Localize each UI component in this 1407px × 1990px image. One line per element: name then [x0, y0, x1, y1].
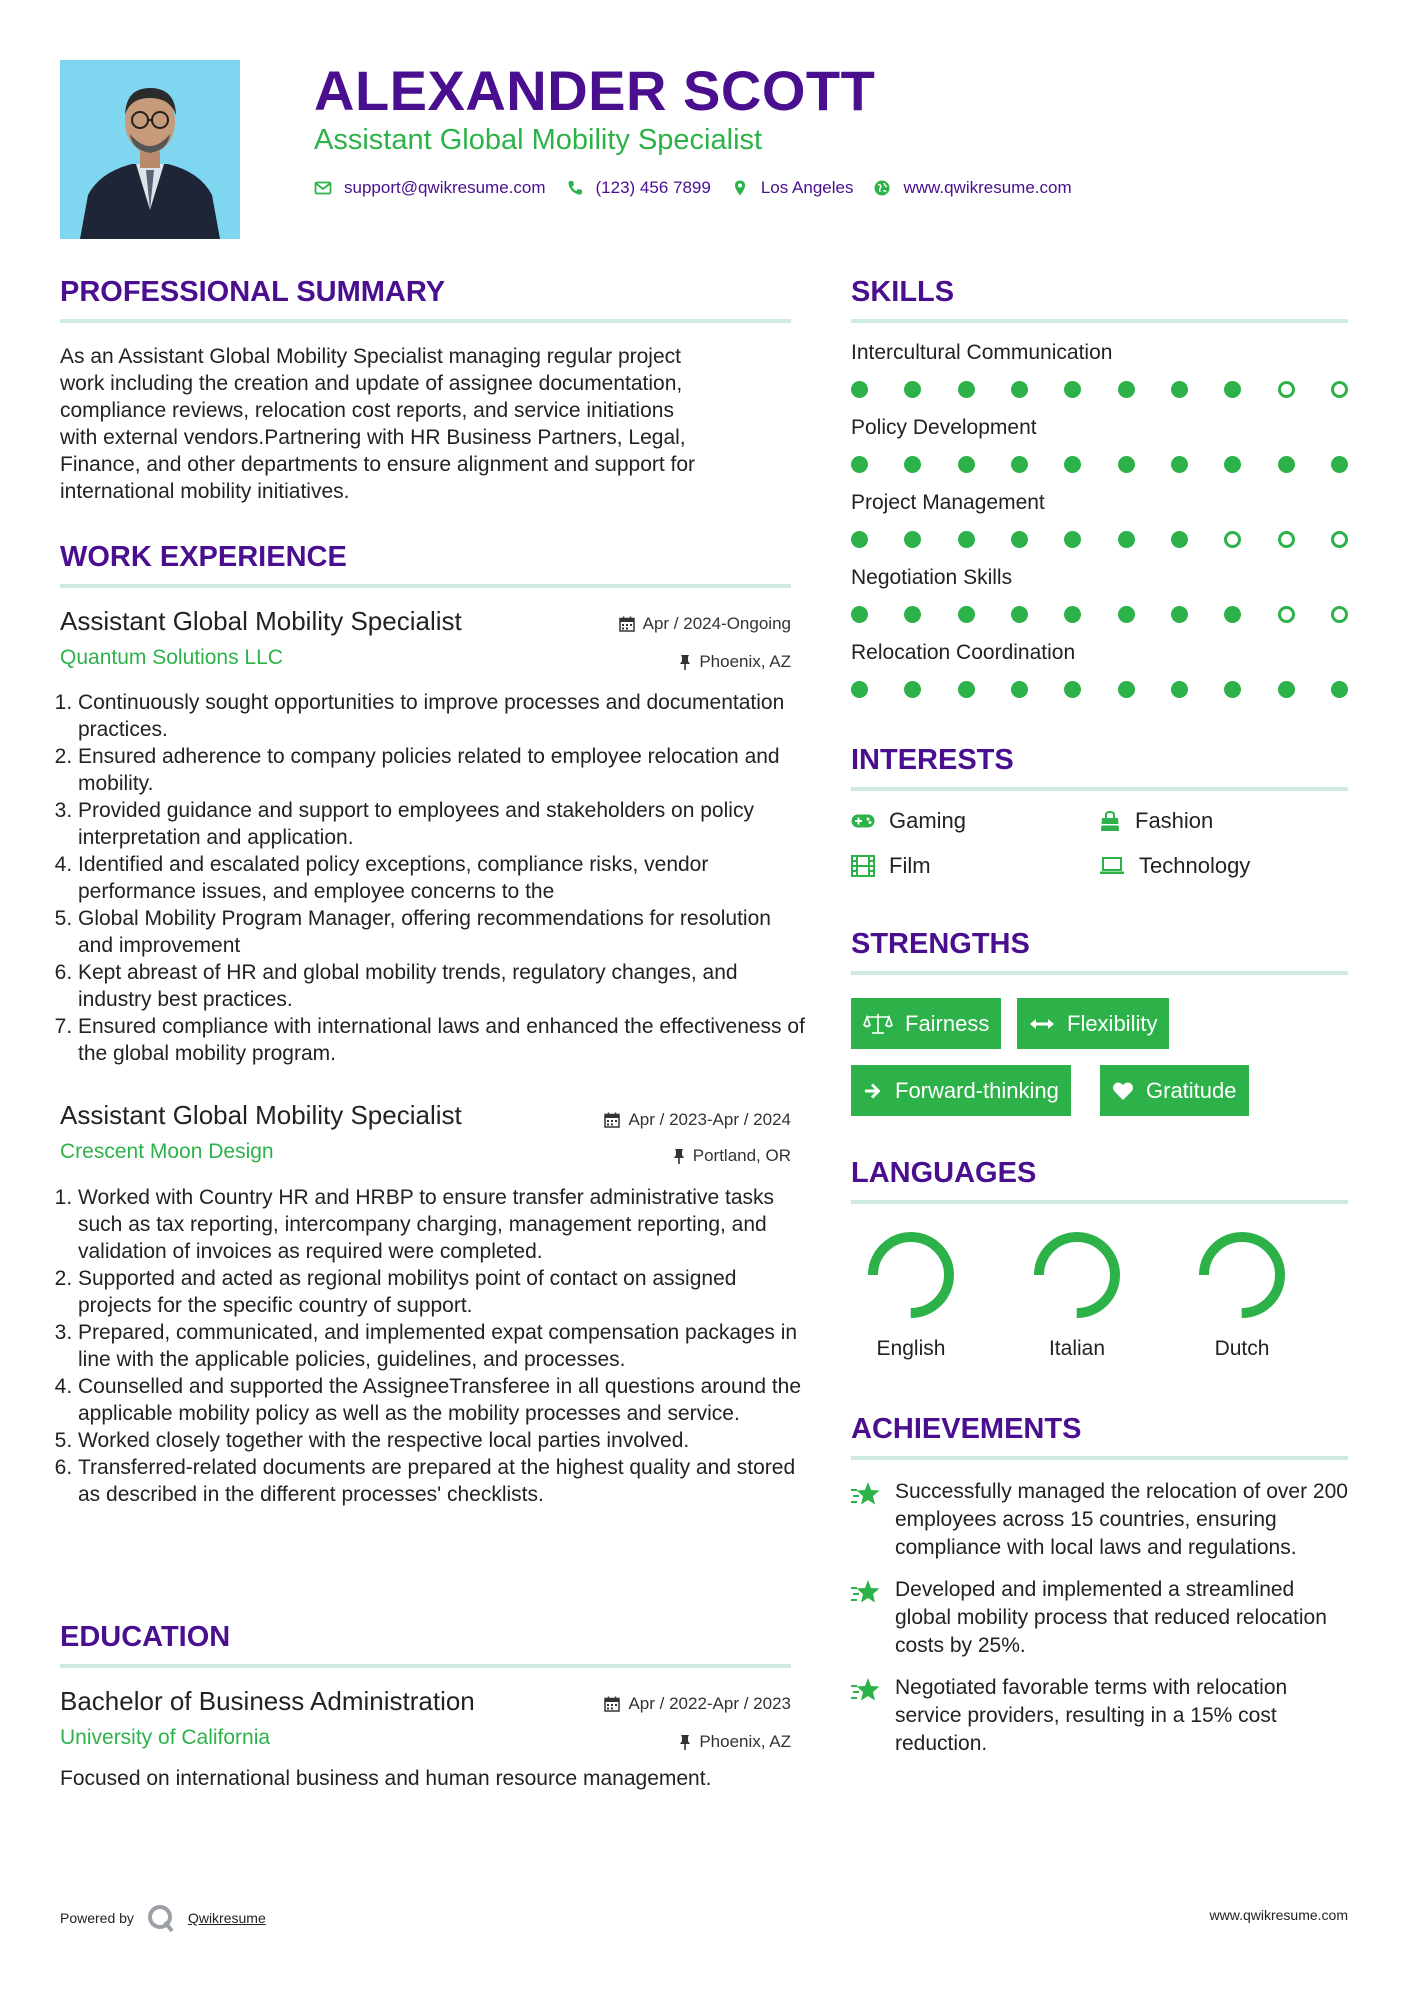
strength-label: Flexibility — [1067, 1010, 1158, 1036]
summary-line: work including the creation and update of assignee documentation, — [60, 372, 683, 395]
list-item: 2. Supported and acted as regional mobilitys point of contact on assigned projects for the specific country of support. — [78, 1265, 809, 1319]
rating-dot-filled — [1224, 606, 1241, 623]
pushpin-icon — [673, 1148, 685, 1164]
rating-dot-filled — [904, 606, 921, 623]
job-1-bullets — [60, 689, 809, 1067]
rating-dot-empty — [1278, 381, 1295, 398]
film-icon — [851, 855, 875, 877]
list-item: 2. Ensured adherence to company policies related to employee relocation and mobility. — [78, 743, 809, 797]
rating-dot-filled — [851, 381, 868, 398]
rating-dot-filled — [958, 681, 975, 698]
interests-grid — [851, 808, 1348, 898]
rating-dot-filled — [1171, 531, 1188, 548]
phone-text: (123) 456 7899 — [595, 178, 711, 197]
rating-dot-filled — [1118, 531, 1135, 548]
job-location-text: Portland, OR — [692, 1146, 791, 1165]
calendar-icon — [619, 616, 635, 632]
list-item: 4. Counselled and supported the AssigneeTransferee in all questions around the applicable mobility policy as well as the mobility processes and service. — [78, 1373, 809, 1427]
experience-heading: WORK EXPERIENCE — [60, 541, 347, 573]
skill-name: Project Management — [851, 491, 1045, 514]
job-dates — [604, 1110, 791, 1130]
job-company: Crescent Moon Design — [60, 1140, 274, 1163]
candidate-name: ALEXANDER SCOTT — [314, 59, 876, 122]
footer-url[interactable]: www.qwikresume.com — [1209, 1907, 1348, 1923]
rating-dot-filled — [1064, 606, 1081, 623]
job-company: Quantum Solutions LLC — [60, 646, 283, 669]
brand-link[interactable]: Qwikresume — [187, 1910, 266, 1926]
strengths-rule — [851, 971, 1348, 975]
rating-dot-filled — [1064, 456, 1081, 473]
rating-dot-filled — [1064, 381, 1081, 398]
skills-list — [851, 341, 1348, 716]
language-item — [1182, 1225, 1302, 1361]
education-location-text: Phoenix, AZ — [699, 1732, 791, 1751]
job-2-subheader — [60, 1140, 791, 1170]
interest-gaming — [851, 808, 966, 834]
rating-dot-empty — [1331, 531, 1348, 548]
strength-tag — [1100, 1065, 1249, 1116]
rating-dot-filled — [1224, 456, 1241, 473]
rating-dot-filled — [958, 381, 975, 398]
summary-line: As an Assistant Global Mobility Specialist managing regular project — [60, 345, 681, 368]
job-1-subheader — [60, 646, 791, 676]
pushpin-icon — [679, 654, 691, 670]
language-level-arc — [1204, 1237, 1280, 1313]
degree-title: Bachelor of Business Administration — [60, 1686, 475, 1716]
qwikresume-logo-icon — [146, 1903, 176, 1933]
interest-film — [851, 853, 931, 879]
rating-dot-empty — [1331, 606, 1348, 623]
job-dates — [619, 614, 791, 634]
skill-name: Policy Development — [851, 416, 1037, 439]
star-award-icon — [851, 1578, 881, 1606]
language-name: Dutch — [1214, 1337, 1270, 1360]
rating-dot-filled — [1011, 531, 1028, 548]
strengths-heading: STRENGTHS — [851, 928, 1030, 960]
rating-dot-empty — [1278, 531, 1295, 548]
interest-label: Gaming — [889, 808, 967, 833]
list-item: 5. Worked closely together with the respective local parties involved. — [78, 1427, 809, 1454]
list-item: 1. Worked with Country HR and HRBP to ensure transfer administrative tasks such as tax reporting, intercompany charging, management reporting, and validation of invoices as required were completed. — [78, 1184, 809, 1265]
job-location — [673, 1146, 791, 1166]
rating-dot-filled — [958, 531, 975, 548]
rating-dot-filled — [1011, 381, 1028, 398]
summary-text — [60, 343, 791, 505]
interests-rule — [851, 787, 1348, 791]
strengths-list — [851, 998, 1348, 1118]
globe-icon — [873, 179, 891, 197]
achievements-rule — [851, 1456, 1348, 1460]
email-text: support@qwikresume.com — [344, 178, 546, 197]
rating-dot-filled — [1118, 681, 1135, 698]
calendar-icon — [604, 1112, 620, 1128]
skill-rating — [851, 531, 1348, 548]
rating-dot-filled — [1011, 456, 1028, 473]
rating-dot-filled — [1171, 456, 1188, 473]
skill-item — [851, 341, 1348, 416]
summary-line: with external vendors.Partnering with HR Business Partners, Legal, — [60, 426, 686, 449]
arrows-horizontal-icon — [1029, 1016, 1055, 1032]
calendar-icon — [604, 1696, 620, 1712]
interest-technology — [1099, 853, 1250, 879]
strength-tag — [1017, 998, 1169, 1049]
achievement-text: Successfully managed the relocation of over 200 employees across 15 countries, ensuring compliance with local laws and regulations. — [895, 1480, 1348, 1559]
list-item: 6. Transferred-related documents are prepared at the highest quality and stored as described in the different processes' checklists. — [78, 1454, 809, 1508]
education-location — [679, 1732, 791, 1752]
arrow-right-icon — [863, 1081, 883, 1101]
rating-dot-filled — [958, 606, 975, 623]
strength-tag — [851, 1065, 1071, 1116]
education-rule — [60, 1664, 791, 1668]
rating-dot-filled — [1331, 681, 1348, 698]
interest-label: Fashion — [1135, 808, 1214, 833]
languages-rule — [851, 1200, 1348, 1204]
skill-item — [851, 566, 1348, 641]
rating-dot-filled — [1278, 456, 1295, 473]
list-item: 3. Provided guidance and support to employees and stakeholders on policy interpretation and application. — [78, 797, 809, 851]
rating-dot-filled — [904, 531, 921, 548]
balance-scale-icon — [863, 1012, 893, 1036]
education-dates — [604, 1694, 791, 1714]
phone-icon — [566, 179, 584, 197]
language-item — [1017, 1225, 1137, 1361]
job-dates-text: Apr / 2024-Ongoing — [642, 614, 791, 633]
summary-rule — [60, 319, 791, 323]
education-subheader — [60, 1726, 791, 1756]
list-item: 4. Identified and escalated policy exceptions, compliance risks, vendor performance issues, and employee concerns to the — [78, 851, 809, 905]
rating-dot-filled — [1118, 456, 1135, 473]
language-name: English — [876, 1337, 946, 1360]
strength-tag — [851, 998, 1001, 1049]
achievements-heading: ACHIEVEMENTS — [851, 1413, 1082, 1445]
list-item: 5. Global Mobility Program Manager, offering recommendations for resolution and improvement — [78, 905, 809, 959]
rating-dot-filled — [1118, 606, 1135, 623]
star-award-icon — [851, 1676, 881, 1704]
rating-dot-empty — [1224, 531, 1241, 548]
skill-item — [851, 641, 1348, 716]
list-item: 1. Continuously sought opportunities to improve processes and documentation practices. — [78, 689, 809, 743]
language-level-ring — [1027, 1225, 1127, 1325]
skills-rule — [851, 319, 1348, 323]
strength-label: Forward-thinking — [895, 1077, 1059, 1103]
achievement-item — [851, 1674, 1348, 1758]
rating-dot-filled — [851, 681, 868, 698]
education-header — [60, 1686, 791, 1720]
rating-dot-filled — [1224, 681, 1241, 698]
contact-location — [731, 178, 854, 198]
rating-dot-empty — [1331, 381, 1348, 398]
language-item — [851, 1225, 971, 1361]
skill-name: Relocation Coordination — [851, 641, 1076, 664]
shopping-bag-icon — [1099, 810, 1121, 832]
interest-fashion — [1099, 808, 1213, 834]
location-text: Los Angeles — [760, 178, 854, 197]
contact-website[interactable] — [873, 178, 1071, 198]
language-level-arc — [873, 1237, 949, 1313]
skill-rating — [851, 381, 1348, 398]
language-level-arc — [1039, 1237, 1115, 1313]
footer-powered-by — [60, 1903, 266, 1933]
achievement-text: Negotiated favorable terms with relocation service providers, resulting in a 15% cost reduction. — [895, 1676, 1288, 1755]
rating-dot-filled — [1064, 531, 1081, 548]
strength-label: Fairness — [905, 1010, 990, 1036]
achievement-item — [851, 1478, 1348, 1562]
summary-heading: PROFESSIONAL SUMMARY — [60, 276, 446, 308]
rating-dot-empty — [1278, 606, 1295, 623]
skill-name: Negotiation Skills — [851, 566, 1013, 589]
job-1-header — [60, 606, 791, 640]
job-2-bullets — [60, 1184, 809, 1508]
job-title: Assistant Global Mobility Specialist — [60, 606, 462, 636]
summary-line: compliance reviews, relocation cost reports, and service initiations — [60, 399, 674, 422]
list-item: 6. Kept abreast of HR and global mobility trends, regulatory changes, and industry best practices. — [78, 959, 809, 1013]
education-heading: EDUCATION — [60, 1621, 231, 1653]
interests-heading: INTERESTS — [851, 744, 1014, 776]
rating-dot-filled — [904, 456, 921, 473]
job-location-text: Phoenix, AZ — [699, 652, 791, 671]
achievement-item — [851, 1576, 1348, 1660]
job-2-header — [60, 1100, 791, 1134]
contact-bar — [314, 178, 1082, 198]
rating-dot-filled — [958, 456, 975, 473]
person-portrait-icon — [60, 60, 240, 239]
rating-dot-filled — [1171, 606, 1188, 623]
rating-dot-filled — [1171, 381, 1188, 398]
school-name: University of California — [60, 1726, 271, 1749]
summary-line: Finance, and other departments to ensure alignment and support for — [60, 453, 696, 476]
interest-label: Film — [889, 853, 931, 878]
skill-rating — [851, 606, 1348, 623]
rating-dot-filled — [904, 381, 921, 398]
pushpin-icon — [679, 1734, 691, 1750]
rating-dot-filled — [1224, 381, 1241, 398]
languages-heading: LANGUAGES — [851, 1157, 1037, 1189]
contact-phone[interactable] — [566, 178, 711, 198]
job-dates-text: Apr / 2023-Apr / 2024 — [628, 1110, 791, 1129]
laptop-icon — [1099, 856, 1125, 876]
rating-dot-filled — [1278, 681, 1295, 698]
rating-dot-filled — [904, 681, 921, 698]
heart-icon — [1112, 1081, 1134, 1101]
rating-dot-filled — [1064, 681, 1081, 698]
skills-heading: SKILLS — [851, 276, 955, 308]
rating-dot-filled — [1011, 606, 1028, 623]
contact-email[interactable] — [314, 178, 546, 198]
profile-photo — [60, 60, 240, 239]
gamepad-icon — [851, 813, 875, 829]
star-award-icon — [851, 1480, 881, 1508]
education-description: Focused on international business and human resource management. — [60, 1767, 712, 1790]
job-location — [679, 652, 791, 672]
experience-rule — [60, 584, 791, 588]
interest-label: Technology — [1139, 853, 1251, 878]
rating-dot-filled — [851, 456, 868, 473]
achievements-list — [851, 1478, 1348, 1758]
language-level-ring — [861, 1225, 961, 1325]
rating-dot-filled — [1331, 456, 1348, 473]
rating-dot-filled — [1171, 681, 1188, 698]
rating-dot-filled — [1118, 381, 1135, 398]
list-item: 3. Prepared, communicated, and implemented expat compensation packages in line with the applicable policies, guidelines, and processes. — [78, 1319, 809, 1373]
candidate-title: Assistant Global Mobility Specialist — [314, 124, 763, 156]
languages-list — [851, 1225, 1348, 1370]
rating-dot-filled — [851, 606, 868, 623]
skill-item — [851, 416, 1348, 491]
skill-item — [851, 491, 1348, 566]
website-text: www.qwikresume.com — [903, 178, 1072, 197]
envelope-icon — [314, 179, 332, 197]
rating-dot-filled — [1011, 681, 1028, 698]
education-dates-text: Apr / 2022-Apr / 2023 — [628, 1694, 791, 1713]
language-name: Italian — [1048, 1337, 1106, 1360]
achievement-text: Developed and implemented a streamlined global mobility process that reduced relocation costs by 25%. — [895, 1578, 1327, 1657]
summary-line: international mobility initiatives. — [60, 480, 350, 503]
powered-by-label: Powered by — [60, 1910, 134, 1926]
list-item: 7. Ensured compliance with international laws and enhanced the effectiveness of the global mobility program. — [78, 1013, 809, 1067]
job-title: Assistant Global Mobility Specialist — [60, 1100, 462, 1130]
skill-name: Intercultural Communication — [851, 341, 1113, 364]
rating-dot-filled — [851, 531, 868, 548]
skill-rating — [851, 681, 1348, 698]
strength-label: Gratitude — [1146, 1077, 1237, 1103]
language-level-ring — [1192, 1225, 1292, 1325]
skill-rating — [851, 456, 1348, 473]
map-pin-icon — [731, 179, 749, 197]
